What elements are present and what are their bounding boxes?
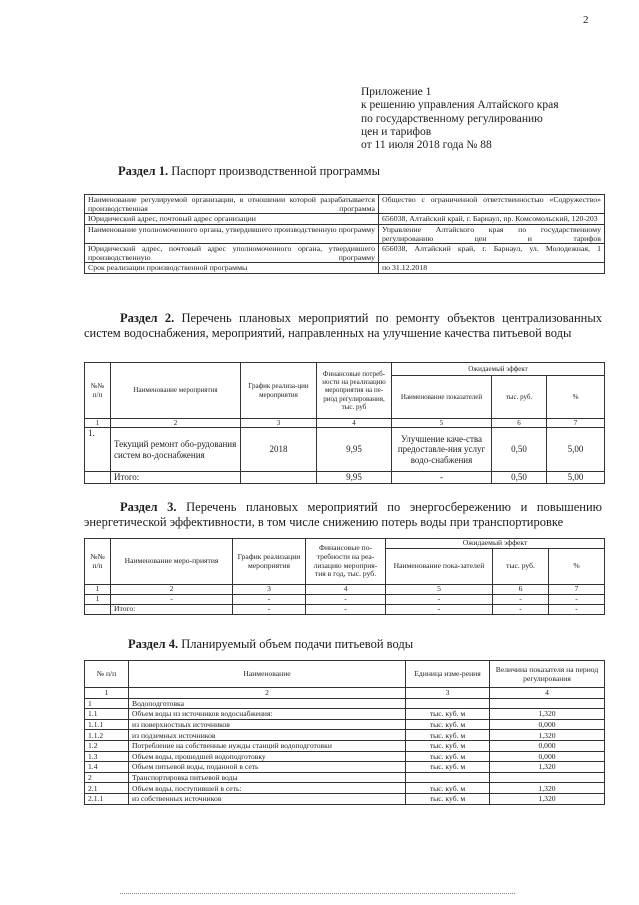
- col-header-value: Величина показателя на период регулирования: [490, 661, 605, 688]
- total-indicator: -: [392, 472, 492, 484]
- row-thousand: 0,50: [492, 428, 547, 472]
- row-value: 0,000: [490, 740, 605, 751]
- total-percent: -: [549, 604, 605, 614]
- row-value: 0,000: [490, 719, 605, 730]
- row-num: 2.1.1: [85, 793, 129, 804]
- table-row: [85, 709, 605, 720]
- appendix-header: [361, 86, 611, 152]
- passport-label: Юридический адрес, почтовый адрес уполномоченного органа, утвердившего производственную программу: [85, 244, 379, 263]
- section2-heading: [84, 311, 602, 341]
- row-num: 1.1: [85, 709, 129, 720]
- passport-label: Юридический адрес, почтовый адрес организации: [85, 214, 379, 224]
- section2-title: Перечень плановых мероприятий по ремонту объектов централизованных систем водоснабжения, мероприятий, направленных на улучшение качества питьевой воды: [84, 311, 602, 340]
- column-number: 5: [386, 585, 493, 595]
- section1-title: Паспорт производственной программы: [171, 164, 380, 178]
- col-header-unit: Единица изме-рения: [406, 661, 490, 688]
- table-row: [85, 730, 605, 741]
- passport-value: 656038, Алтайский край, г. Барнаул, пр. Комсомольский, 120-203: [379, 214, 605, 224]
- table-row: [85, 263, 605, 273]
- column-number: 1: [85, 419, 111, 428]
- energy-saving-table: [84, 538, 605, 615]
- col-header-finance: Финансовые по-требности на реа-лизацию мероприя-тия в год, тыс. руб.: [306, 539, 386, 585]
- table-header-row: [85, 539, 605, 549]
- table-row: [85, 783, 605, 794]
- appendix-line: по государственному регулированию: [361, 112, 543, 125]
- empty-cell: [85, 604, 111, 614]
- water-supply-table: [84, 660, 605, 805]
- row-thousand: -: [493, 594, 549, 604]
- section3-heading: [84, 500, 602, 530]
- total-thousand: 0,50: [492, 472, 547, 484]
- column-number: 2: [111, 585, 233, 595]
- row-name: Объем питьевой воды, поданной в сеть: [129, 762, 406, 773]
- table-row: [85, 762, 605, 773]
- row-num: 1: [85, 594, 111, 604]
- appendix-line: от 11 июля 2018 года № 88: [361, 139, 492, 152]
- col-header-name: Наименование: [129, 661, 406, 688]
- table-row: [85, 594, 605, 604]
- column-number: 6: [492, 419, 547, 428]
- row-unit: тыс. куб. м: [406, 751, 490, 762]
- row-value: 1,320: [490, 730, 605, 741]
- col-header-num: № п/п: [85, 661, 129, 688]
- section1-heading: [118, 164, 380, 179]
- col-header-thousand: тыс. руб.: [492, 376, 547, 419]
- row-num: 1: [85, 698, 129, 709]
- col-header-indicator: Наименование пока-зателей: [386, 549, 493, 585]
- passport-label: Наименование регулируемой организации, в отношении которой разрабатывается производственная программа: [85, 195, 379, 214]
- col-header-name: Наименование меро-приятия: [111, 539, 233, 585]
- column-number: 4: [306, 585, 386, 595]
- appendix-line: к решению управления Алтайского края: [361, 99, 559, 112]
- row-name: Текущий ремонт обо-рудования систем во-доснабжения: [111, 428, 241, 472]
- col-header-schedule: График реализации мероприятия: [233, 539, 306, 585]
- col-header-effect: Ожидаемый эффект: [392, 363, 605, 376]
- row-num: 1.1.2: [85, 730, 129, 741]
- row-indicator: -: [386, 594, 493, 604]
- row-num: 1.1.1: [85, 719, 129, 730]
- passport-label: Наименование уполномоченного органа, утвердившего производственную программу: [85, 224, 379, 243]
- passport-value: Общество с ограниченной ответственностью «Содружество»: [379, 195, 605, 214]
- total-percent: 5,00: [547, 472, 605, 484]
- col-header-schedule: График реализа-ции мероприятия: [241, 363, 317, 419]
- row-finance: -: [306, 594, 386, 604]
- column-number-row: [85, 688, 605, 699]
- table-row: [85, 751, 605, 762]
- column-number: 7: [549, 585, 605, 595]
- total-schedule: -: [233, 604, 306, 614]
- row-name: -: [111, 594, 233, 604]
- table-header-row: [85, 661, 605, 688]
- total-thousand: -: [493, 604, 549, 614]
- row-name: из поверхностных источников: [129, 719, 406, 730]
- section3-number: Раздел 3.: [120, 500, 177, 514]
- total-label: Итого:: [111, 472, 241, 484]
- scan-edge-divider: [120, 893, 515, 894]
- col-header-percent: %: [547, 376, 605, 419]
- passport-table: [84, 194, 605, 274]
- row-num: 2: [85, 772, 129, 783]
- total-row: [85, 472, 605, 484]
- table-row: [85, 793, 605, 804]
- row-num: 1.3: [85, 751, 129, 762]
- row-name: Объем воды из источников водоснабжения:: [129, 709, 406, 720]
- column-number: 2: [111, 419, 241, 428]
- row-name: Водоподготовка: [129, 698, 406, 709]
- total-finance: -: [306, 604, 386, 614]
- column-number-row: [85, 419, 605, 428]
- col-header-finance: Финансовые потреб-ности на реализацию мероприятия на пе-риод регулирования, тыс. руб: [317, 363, 392, 419]
- table-header-row: [85, 363, 605, 376]
- col-header-indicator: Наименование показателей: [392, 376, 492, 419]
- row-name: Потребление на собственные нужды станций водоподготовки: [129, 740, 406, 751]
- row-name: из подземных источников: [129, 730, 406, 741]
- column-number-row: [85, 585, 605, 595]
- total-label: Итого:: [111, 604, 233, 614]
- row-schedule: 2018: [241, 428, 317, 472]
- row-unit: тыс. куб. м: [406, 740, 490, 751]
- row-value: 1,320: [490, 783, 605, 794]
- row-unit: тыс. куб. м: [406, 793, 490, 804]
- row-name: Объем воды, поступившей в сеть:: [129, 783, 406, 794]
- section4-number: Раздел 4.: [128, 637, 179, 651]
- appendix-line: Приложение 1: [361, 86, 432, 98]
- row-num: 1.: [85, 428, 111, 472]
- empty-cell: [85, 472, 111, 484]
- row-percent: -: [549, 594, 605, 604]
- column-number: 3: [241, 419, 317, 428]
- column-number: 4: [317, 419, 392, 428]
- column-number: 6: [493, 585, 549, 595]
- table-row: [85, 224, 605, 243]
- appendix-line: цен и тарифов: [361, 125, 432, 138]
- row-value: 1,320: [490, 793, 605, 804]
- table-row: [85, 428, 605, 472]
- row-num: 1.4: [85, 762, 129, 773]
- table-row: [85, 195, 605, 214]
- section3-title: Перечень плановых мероприятий по энергосбережению и повышению энергетической эффективности, в том числе снижению потерь воды при транспортировке: [84, 500, 603, 529]
- row-unit: тыс. куб. м: [406, 730, 490, 741]
- row-unit: тыс. куб. м: [406, 783, 490, 794]
- col-header-num: №№ п/п: [85, 539, 111, 585]
- row-name: Объем воды, прошедшей водоподготовку: [129, 751, 406, 762]
- row-unit: тыс. куб. м: [406, 709, 490, 720]
- row-value: 1,320: [490, 709, 605, 720]
- table-row: [85, 214, 605, 224]
- row-name: из собственных источников: [129, 793, 406, 804]
- col-header-name: Наименование мероприятия: [111, 363, 241, 419]
- col-header-thousand: тыс. руб.: [493, 549, 549, 585]
- passport-value: 656038, Алтайский край, г. Барнаул, ул. Молодежная, 1: [379, 244, 605, 263]
- table-row: [85, 244, 605, 263]
- column-number: 2: [129, 688, 406, 699]
- row-value: [490, 698, 605, 709]
- empty-cell: [241, 472, 317, 484]
- row-name: Транспортировка питьевой воды: [129, 772, 406, 783]
- column-number: 3: [406, 688, 490, 699]
- passport-value: Управление Алтайского края по государственному регулированию цен и тарифов: [379, 224, 605, 243]
- column-number: 5: [392, 419, 492, 428]
- row-schedule: -: [233, 594, 306, 604]
- passport-value: по 31.12.2018: [379, 263, 605, 273]
- row-percent: 5,00: [547, 428, 605, 472]
- total-row: [85, 604, 605, 614]
- row-value: 1,320: [490, 762, 605, 773]
- table-row: [85, 698, 605, 709]
- row-unit: тыс. куб. м: [406, 762, 490, 773]
- col-header-percent: %: [549, 549, 605, 585]
- passport-label: Срок реализации производственной программы: [85, 263, 379, 273]
- row-unit: тыс. куб. м: [406, 719, 490, 730]
- row-num: 2.1: [85, 783, 129, 794]
- column-number: 3: [233, 585, 306, 595]
- col-header-effect: Ожидаемый эффект: [386, 539, 605, 549]
- row-num: 1.2: [85, 740, 129, 751]
- section4-heading: [128, 637, 413, 652]
- col-header-num: №№ п/п: [85, 363, 111, 419]
- section2-number: Раздел 2.: [120, 311, 175, 325]
- section1-number: Раздел 1.: [118, 164, 169, 178]
- repair-measures-table: [84, 362, 605, 484]
- column-number: 1: [85, 688, 129, 699]
- table-row: [85, 740, 605, 751]
- table-row: [85, 719, 605, 730]
- column-number: 7: [547, 419, 605, 428]
- page-number: 2: [583, 14, 589, 26]
- section4-title: Планируемый объем подачи питьевой воды: [181, 637, 414, 651]
- column-number: 4: [490, 688, 605, 699]
- row-value: 0,000: [490, 751, 605, 762]
- row-finance: 9,95: [317, 428, 392, 472]
- total-indicator: -: [386, 604, 493, 614]
- row-indicator: Улучшение каче-ства предоставле-ния услуг водо-снабжения: [392, 428, 492, 472]
- table-row: [85, 772, 605, 783]
- column-number: 1: [85, 585, 111, 595]
- total-finance: 9,95: [317, 472, 392, 484]
- row-value: [490, 772, 605, 783]
- row-unit: [406, 698, 490, 709]
- row-unit: [406, 772, 490, 783]
